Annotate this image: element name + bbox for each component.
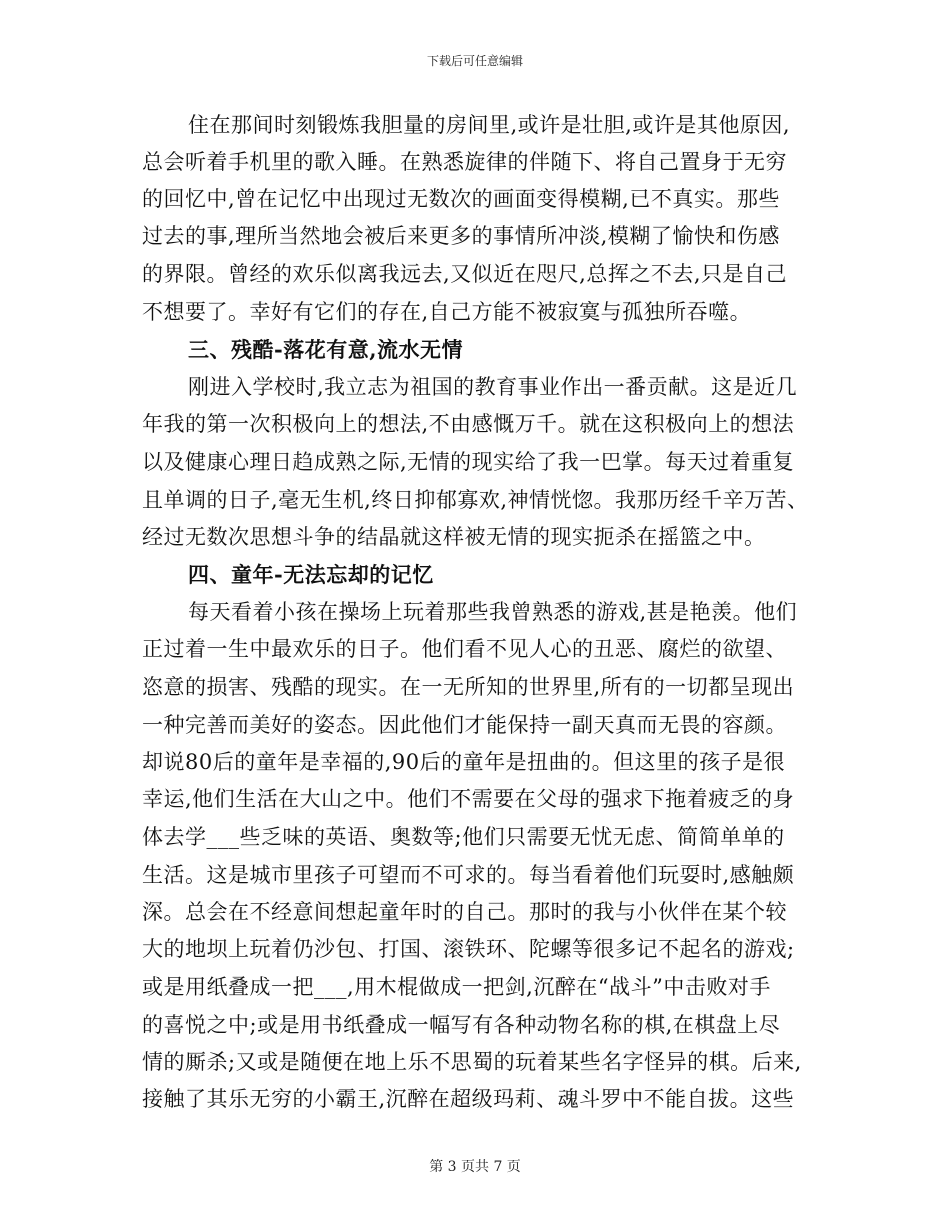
text-line: 恣意的损害、残酷的现实。在一无所知的世界里,所有的一切都呈现出 [142,675,795,699]
page-footer: 第 3 页共 7 页 [429,1159,521,1175]
text-line: 不想要了。幸好有它们的存在,自己方能不被寂寞与孤独所吞噬。 [142,300,752,324]
text-line: 年我的第一次积极向上的想法,不由感慨万千。就在这积极向上的想法 [142,412,795,436]
text-line: 住在那间时刻锻炼我胆量的房间里,或许是壮胆,或许是其他原因, [188,113,791,137]
section-heading: 三、残酷-落花有意,流水无情 [188,337,464,362]
text-line: 过去的事,理所当然地会被后来更多的事情所冲淡,模糊了愉快和伤感 [142,224,780,248]
text-line: 深。总会在不经意间想起童年时的自己。那时的我与小伙伴在某个较 [142,900,787,924]
text-line: 每天看着小孩在操场上玩着那些我曾熟悉的游戏,甚是艳羡。他们 [188,600,798,624]
text-line: 的回忆中,曾在记忆中出现过无数次的画面变得模糊,已不真实。那些 [142,187,780,211]
text-line: 且单调的日子,毫无生机,终日抑郁寡欢,神情恍惚。我那历经千辛万苦、 [142,488,809,512]
text-line: 以及健康心理日趋成熟之际,无情的现实给了我一巴掌。每天过着重复 [142,450,795,474]
text-line: 情的厮杀;又或是随便在地上乐不思蜀的玩着某些名字怪异的棋。后来, [142,1050,802,1074]
text-line: 的喜悦之中;或是用书纸叠成一幅写有各种动物名称的棋,在棋盘上尽 [142,1013,781,1037]
text-line: 体去学___些乏味的英语、奥数等;他们只需要无忧无虑、简简单单的 [142,825,785,849]
text-line: 刚进入学校时,我立志为祖国的教育事业作出一番贡献。这是近几 [188,375,798,399]
text-line: 大的地坝上玩着仍沙包、打国、滚铁环、陀螺等很多记不起名的游戏; [142,937,795,961]
text-line: 却说80后的童年是幸福的,90后的童年是扭曲的。但这里的孩子是很 [142,750,786,774]
text-line: 经过无数次思想斗争的结晶就这样被无情的现实扼杀在摇篮之中。 [142,525,766,549]
text-line: 正过着一生中最欢乐的日子。他们看不见人心的丑恶、腐烂的欲望、 [142,637,787,661]
text-line: 生活。这是城市里孩子可望而不可求的。每当看着他们玩耍时,感触颇 [142,863,795,887]
page-header: 下载后可任意编辑 [426,54,523,68]
text-line: 总会听着手机里的歌入睡。在熟悉旋律的伴随下、将自己置身于无穷 [142,150,787,174]
text-line: 的界限。曾经的欢乐似离我远去,又似近在咫尺,总挥之不去,只是自己 [142,262,788,286]
text-line: 一种完善而美好的姿态。因此他们才能保持一副天真而无畏的容颜。 [142,713,787,737]
text-line: 幸运,他们生活在大山之中。他们不需要在父母的强求下拖着疲乏的身 [142,787,795,811]
text-line: 接触了其乐无穷的小霸王,沉醉在超级玛莉、魂斗罗中不能自拔。这些 [142,1087,795,1111]
text-line: 或是用纸叠成一把___,用木棍做成一把剑,沉醉在“战斗”中击败对手 [142,975,771,999]
section-heading: 四、童年-无法忘却的记忆 [188,562,434,587]
